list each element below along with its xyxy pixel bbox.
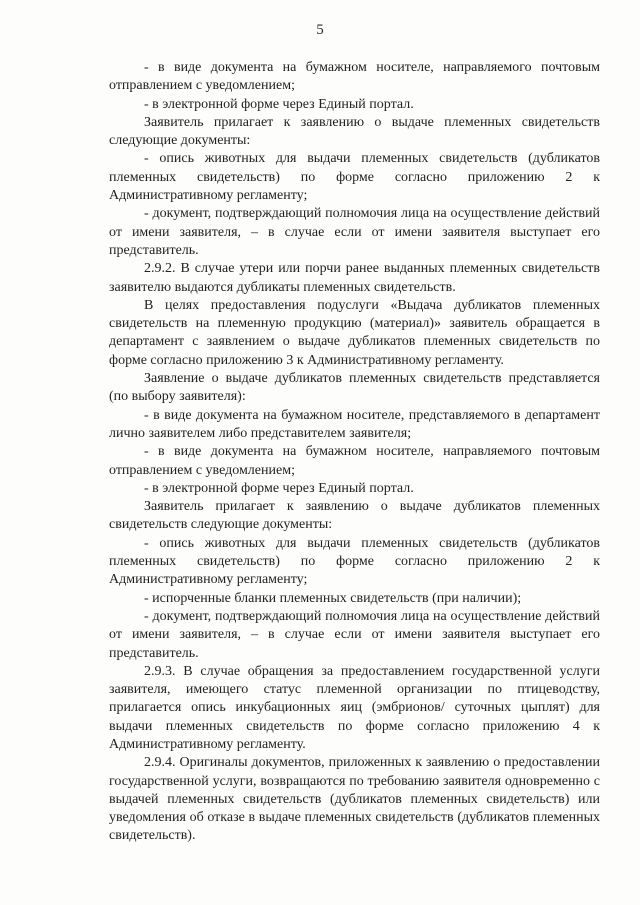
paragraph: - опись животных для выдачи племенных свидетельств (дубликатов племенных свидетельств) по форме согласно приложению 2 к Административному регламенту; xyxy=(109,535,600,588)
document-body xyxy=(109,59,600,846)
paragraph: Заявитель прилагает к заявлению о выдаче дубликатов племенных свидетельств следующие документы: xyxy=(109,499,600,533)
paragraph: - в виде документа на бумажном носителе, направляемого почтовым отправлением с уведомлением; xyxy=(109,444,600,478)
paragraph: - в виде документа на бумажном носителе, направляемого почтовым отправлением с уведомлением; xyxy=(109,60,600,94)
paragraph: - документ, подтверждающий полномочия лица на осуществление действий от имени заявителя, – в случае если от имени заявителя выступает его представитель. xyxy=(109,608,600,661)
paragraph: - в электронной форме через Единый портал. xyxy=(144,480,414,496)
paragraph: - документ, подтверждающий полномочия лица на осуществление действий от имени заявителя, – в случае если от имени заявителя выступает его представитель. xyxy=(109,206,600,258)
paragraph: 2.9.4. Оригиналы документов, приложенных к заявлению о предоставлении государственной услуги, возвращаются по требованию заявителя одновременно с выдачей племенных свидетельств (дубликатов племенных свидетельств) или уведомления об отказе в выдаче племенных свидетельств (дубликатов племенных свидетельств). xyxy=(109,755,600,844)
paragraph: - в виде документа на бумажном носителе, представляемого в департамент лично заявителем либо представителем заявителя; xyxy=(109,407,600,441)
paragraph: Заявитель прилагает к заявлению о выдаче племенных свидетельств следующие документы: xyxy=(109,114,600,149)
paragraph: - испорченные бланки племенных свидетельств (при наличии); xyxy=(144,590,522,606)
paragraph: - опись животных для выдачи племенных свидетельств (дубликатов племенных свидетельств) по форме согласно приложению 2 к Административному регламенту; xyxy=(109,151,600,204)
paragraph: 2.9.2. В случае утери или порчи ранее выданных племенных свидетельств заявителю выдаются дубликаты племенных свидетельств. xyxy=(109,261,600,295)
page-number: 5 xyxy=(316,22,324,38)
paragraph: 2.9.3. В случае обращения за предоставлением государственной услуги заявителя, имеющего статус племенной организации по птицеводству, прилагается опись инкубационных яиц (эмбрионов/ суточных цыплят) для выдачи племенных свидетельств по форме согласно приложению 4 к Административному регламенту. xyxy=(109,663,600,752)
paragraph: В целях предоставления подуслуги «Выдача дубликатов племенных свидетельств на племенную продукцию (материал)» заявитель обращается в департамент с заявлением о выдаче дубликатов племенных свидетельств по форме согласно приложению 3 к Административному регламенту. xyxy=(109,297,600,368)
paragraph: - в электронной форме через Единый портал. xyxy=(144,96,414,112)
paragraph: Заявление о выдаче дубликатов племенных свидетельств представляется (по выбору заявителя): xyxy=(109,371,600,405)
